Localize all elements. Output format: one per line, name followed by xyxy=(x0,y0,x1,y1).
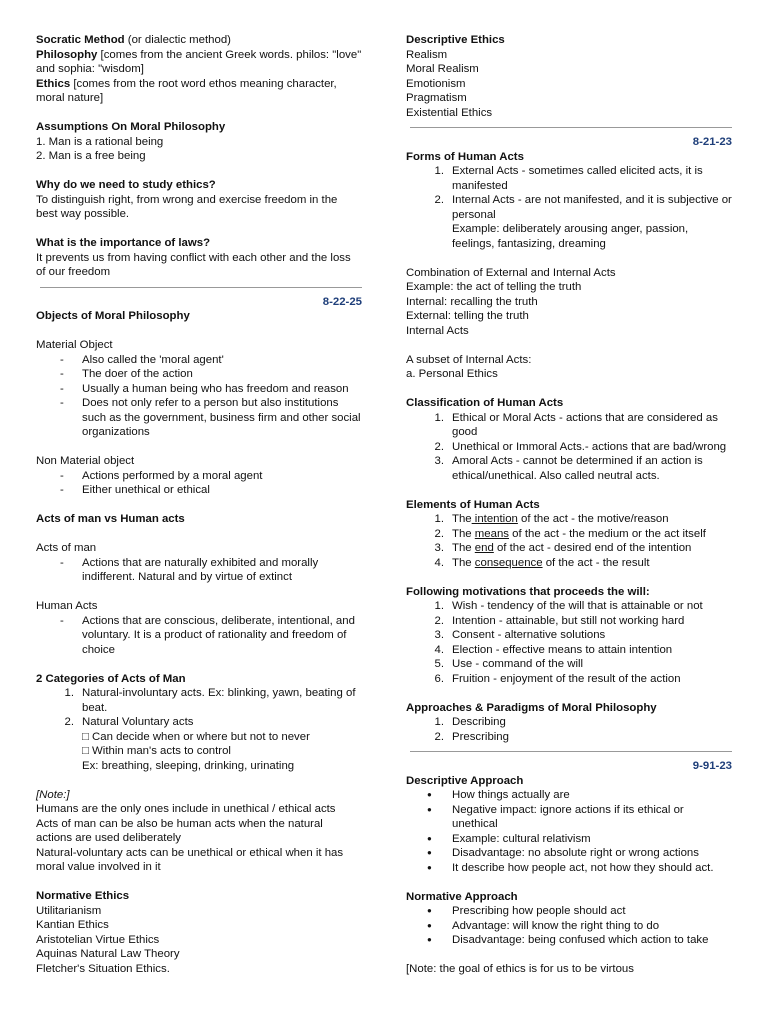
example-line: Ex: breathing, sleeping, drinking, urinating xyxy=(82,759,295,772)
descriptive-item: Moral Realism xyxy=(406,63,479,75)
human-acts-title: Human Acts xyxy=(36,600,98,612)
approaches-heading: Approaches & Paradigms of Moral Philosophy xyxy=(406,701,657,714)
list-item: 1. The intention of the act - the motive/reason xyxy=(434,513,669,525)
subset-line: A subset of Internal Acts: xyxy=(406,353,532,366)
categories-list xyxy=(36,686,362,730)
forms-list xyxy=(406,164,732,222)
nonmaterial-object-title: Non Material object xyxy=(36,455,135,467)
right-column xyxy=(406,33,732,977)
ethics-line: Ethics [comes from the root word ethos meaning character, moral nature] xyxy=(36,77,337,104)
note-line: Acts of man can be also be human acts when the natural actions are used deliberately xyxy=(36,817,323,844)
combination-line: Combination of External and Internal Acts xyxy=(406,266,616,279)
classification-heading: Classification of Human Acts xyxy=(406,397,564,409)
normative-item: Aquinas Natural Law Theory xyxy=(36,948,180,960)
divider xyxy=(410,751,732,752)
list-item: 2. The means of the act - the medium or the act itself xyxy=(434,527,706,540)
normative-approach-heading: Normative Approach xyxy=(406,890,518,903)
acts-heading: Acts of man vs Human acts xyxy=(36,513,185,525)
elements-list xyxy=(406,512,732,570)
forms-heading: Forms of Human Acts xyxy=(406,150,524,163)
human-acts-list xyxy=(36,614,362,658)
list-item: ● It describe how people act, not how they should act. xyxy=(406,861,732,876)
divider xyxy=(40,287,362,288)
combination-line: Example: the act of telling the truth xyxy=(406,281,582,293)
final-note: [Note: the goal of ethics is for us to be virtous xyxy=(406,963,634,975)
assumption-item: 2. Man is a free being xyxy=(36,150,146,162)
list-item: 1. External Acts - sometimes called elicited acts, it is manifested xyxy=(434,165,703,192)
list-item: 1. Ethical or Moral Acts - actions that are considered as good xyxy=(434,411,718,438)
descriptive-item: Realism xyxy=(406,48,448,61)
classification-list xyxy=(406,411,732,484)
normative-ethics-heading: Normative Ethics xyxy=(36,890,130,902)
divider xyxy=(410,127,732,128)
acts-of-man-title: Acts of man xyxy=(36,542,97,554)
list-item: 6. Fruition - enjoyment of the result of the action xyxy=(434,672,681,685)
list-item: 5. Use - command of the will xyxy=(434,658,584,670)
list-item: ● Advantage: will know the right thing to do xyxy=(406,919,732,934)
list-item: - Does not only refer to a person but also institutions such as the government, business firm and other social organizations xyxy=(36,396,362,440)
list-item: 3. Consent - alternative solutions xyxy=(434,629,606,641)
list-item: 4. The consequence of the act - the result xyxy=(434,556,650,569)
list-item: ● Negative impact: ignore actions if its ethical or unethical xyxy=(406,803,732,832)
categories-heading: 2 Categories of Acts of Man xyxy=(36,672,186,685)
list-item: ● Example: cultural relativism xyxy=(406,832,732,847)
laws-text: It prevents us from having conflict with each other and the loss of our freedom xyxy=(36,251,351,278)
checkbox-item: □ Within man's acts to control xyxy=(82,745,231,757)
socratic-line: Socratic Method (or dialectic method) xyxy=(36,34,231,46)
note-line: Humans are the only ones include in unethical / ethical acts xyxy=(36,803,336,815)
list-item: ● Disadvantage: being confused which action to take xyxy=(406,933,732,948)
why-text: To distinguish right, from wrong and exercise freedom in the best way possible. xyxy=(36,193,338,220)
list-item: 1. Describing xyxy=(434,716,506,728)
list-item: - The doer of the action xyxy=(36,367,362,382)
descriptive-approach-list xyxy=(406,788,732,875)
list-item: 1. Wish - tendency of the will that is attainable or not xyxy=(434,600,703,612)
philosophy-line: Philosophy [comes from the ancient Greek words. philos: "love" and sophia: "wisdom] xyxy=(36,48,362,75)
list-item: 2. Intention - attainable, but still not working hard xyxy=(434,614,685,627)
nonmaterial-object-list xyxy=(36,469,362,498)
list-item: 2. Internal Acts - are not manifested, and it is subjective or personal xyxy=(434,194,732,221)
acts-of-man-list xyxy=(36,556,362,585)
descriptive-approach-heading: Descriptive Approach xyxy=(406,774,524,787)
list-item: - Actions that are conscious, deliberate, intentional, and voluntary. It is a product of rationality and freedom of choice xyxy=(36,614,362,658)
list-item: - Either unethical or ethical xyxy=(36,483,362,498)
date-label: 9-91-23 xyxy=(692,760,732,772)
material-object-list xyxy=(36,353,362,440)
date-label: 8-21-23 xyxy=(692,136,732,148)
date-label: 8-22-25 xyxy=(322,295,362,308)
list-item: 3. The end of the act - desired end of the intention xyxy=(434,542,692,554)
descriptive-item: Pragmatism xyxy=(406,92,467,104)
assumption-item: 1. Man is a rational being xyxy=(36,135,164,148)
list-item: - Usually a human being who has freedom and reason xyxy=(36,382,362,397)
combination-line: External: telling the truth xyxy=(406,310,529,322)
list-item: 4. Election - effective means to attain intention xyxy=(434,643,673,656)
descriptive-item: Emotionism xyxy=(406,77,466,90)
normative-approach-list xyxy=(406,904,732,948)
list-item: ● Prescribing how people should act xyxy=(406,904,732,919)
list-item: 2. Unethical or Immoral Acts.- actions that are bad/wrong xyxy=(434,440,727,453)
why-heading: Why do we need to study ethics? xyxy=(36,179,216,191)
left-column xyxy=(36,33,362,976)
note-title: [Note:] xyxy=(36,788,70,801)
normative-item: Kantian Ethics xyxy=(36,919,109,931)
elements-heading: Elements of Human Acts xyxy=(406,498,540,511)
descriptive-ethics-heading: Descriptive Ethics xyxy=(406,34,505,46)
normative-item: Utilitarianism xyxy=(36,904,102,917)
combination-line: Internal Acts xyxy=(406,324,469,337)
normative-item: Fletcher's Situation Ethics. xyxy=(36,962,170,975)
material-object-title: Material Object xyxy=(36,339,113,351)
note-line: Natural-voluntary acts can be unethical or ethical when it has moral value involved in it xyxy=(36,846,344,873)
list-item: 1. Natural-involuntary acts. Ex: blinking, yawn, beating of beat. xyxy=(64,687,356,714)
objects-heading: Objects of Moral Philosophy xyxy=(36,310,190,322)
list-item: ● Disadvantage: no absolute right or wrong actions xyxy=(406,846,732,861)
laws-heading: What is the importance of laws? xyxy=(36,237,211,249)
list-item: 3. Amoral Acts - cannot be determined if an action is ethical/unethical. Also called neutral acts. xyxy=(434,455,703,482)
normative-item: Aristotelian Virtue Ethics xyxy=(36,933,160,946)
list-item: 2. Prescribing xyxy=(434,730,509,743)
motivations-list xyxy=(406,599,732,686)
checkbox-item: □ Can decide when or where but not to never xyxy=(82,730,310,743)
motivations-heading: Following motivations that proceeds the will: xyxy=(406,585,650,598)
descriptive-item: Existential Ethics xyxy=(406,106,493,119)
list-item: - Also called the 'moral agent' xyxy=(36,353,362,368)
example-line: Example: deliberately arousing anger, passion, feelings, fantasizing, dreaming xyxy=(452,223,689,250)
combination-line: Internal: recalling the truth xyxy=(406,295,538,308)
subset-line: a. Personal Ethics xyxy=(406,368,498,380)
list-item: 2. Natural Voluntary acts xyxy=(64,716,194,728)
list-item: ● How things actually are xyxy=(406,788,732,803)
assumptions-heading: Assumptions On Moral Philosophy xyxy=(36,121,226,133)
list-item: - Actions that are naturally exhibited and morally indifferent. Natural and by virtue of extinct xyxy=(36,556,362,585)
list-item: - Actions performed by a moral agent xyxy=(36,469,362,484)
approaches-list xyxy=(406,715,732,744)
